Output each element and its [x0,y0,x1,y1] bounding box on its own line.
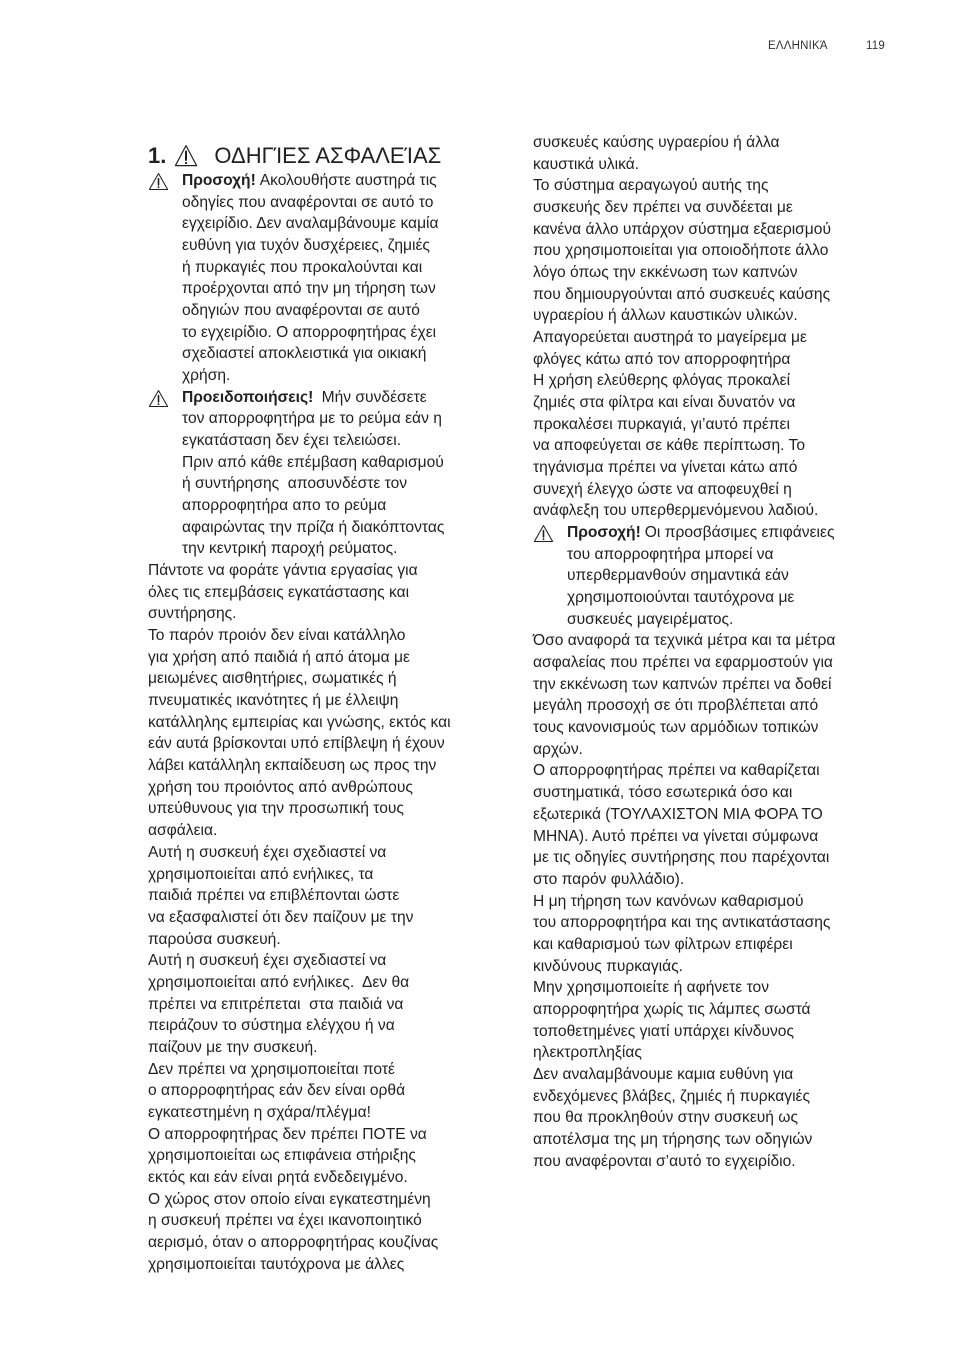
text-line: αρχών. [533,740,583,758]
paragraph [148,1189,528,1276]
warning-icon [148,172,169,191]
warning-icon [174,144,198,168]
text-line: ενδεχόμενες βλάβες, ζημιές ή πυρκαγιές [533,1087,811,1105]
warning-block [148,170,528,387]
text-line: να αποφεύγεται σε κάθε περίπτωση. Το [533,437,806,455]
text-line: κατάλληλης εμπειρίας και γνώσης, εκτός και [148,713,451,731]
text-line: συστηματικά, τόσο εσωτερικά όσο και [533,784,793,802]
text-line: μεγάλη προσοχή σε ότι προβλέπεται από [533,697,819,715]
paragraph [533,760,913,890]
text-line: λόγο όπως την εκκένωση των καπνών [533,264,798,282]
text-line: ή συντήρησης αποσυνδέστε τον [182,475,408,493]
text-line: χρησιμοποιούνται ταυτόχρονα με [567,589,795,607]
text-line: παίζουν με την συσκευή. [148,1038,318,1056]
text-line: Η μη τήρηση των κανόνων καθαρισμού [533,892,804,910]
paragraph [148,1124,528,1189]
text-line: απορροφητήρα απο το ρεύμα [182,497,387,515]
section-number: 1. [148,143,167,168]
paragraph [148,625,528,842]
text-line: Δεν αναλαμβάνουμε καμια ευθύνη για [533,1065,794,1083]
text-line: ο απορροφητήρας εάν δεν είναι ορθά [148,1082,406,1100]
text-line: Δεν πρέπει να χρησιμοποιείται ποτέ [148,1060,395,1078]
paragraph [148,950,528,1058]
text-line: ανάφλεξη του υπερθερμενόμενου λαδιού. [533,502,819,520]
text-line: ασφαλείας που πρέπει να εφαρμοστούν για [533,654,833,672]
text-line: εάν αυτά βρίσκονται υπό επίβλεψη ή έχουν [148,735,445,753]
text-line: στο παρόν φυλλάδιο). [533,870,685,888]
text-line [567,522,913,544]
text-line: Όσο αναφορά τα τεχνικά μέτρα και τα μέτρα [533,632,836,650]
text-line: οδηγίες που αναφέρονται σε αυτό το [182,193,434,211]
text-line: πρέπει να επιτρέπεται στα παιδιά να [148,995,404,1013]
text-line: οδηγιών που αναφέρονται σε αυτό [182,302,420,320]
paragraph [533,1064,913,1172]
text-line: προέρχονται από την μη τήρηση των [182,280,436,298]
text-line: που δημιουργούνται από συσκευές καύσης [533,285,831,303]
text-line: Το σύστημα αεραγωγού αυτής της [533,177,769,195]
text-line: συσκευές καύσης υγραερίου ή άλλα [533,134,780,151]
paragraph [148,1059,528,1124]
paragraph [533,891,913,978]
warning-icon [148,389,169,408]
warning-text: Μήν συνδέσετε [317,388,427,406]
text-line: να εξασφαλιστεί ότι δεν παίζουν με την [148,908,414,926]
text-line: ηλεκτροπληξίας [533,1044,642,1062]
text-line: απορροφητήρα χωρίς τις λάμπες σωστά [533,1000,811,1018]
text-line: συνεχή έλεγχο ώστε να αποφευχθεί η [533,480,792,498]
text-line: για χρήση από παιδιά ή από άτομα με [148,648,410,666]
text-line: ασφάλεια. [148,822,218,840]
text-line: η συσκευή πρέπει να έχει ικανοποιητικό [148,1212,422,1230]
text-line: με τις οδηγίες συντήρησης που παρέχονται [533,849,830,867]
text-line: προκαλέσει πυρκαγιά, γι’αυτό πρέπει [533,415,790,433]
text-line: παρούσα συσκευή. [148,930,281,948]
text-line: καυστικά υλικά. [533,155,640,173]
text-line: που χρησιμοποιείται για οποιοδήποτε άλλο [533,242,829,260]
text-line: χρήση. [182,367,231,385]
text-line: χρησιμοποιείται από ενήλικες, τα [148,865,374,883]
paragraph [533,132,913,175]
text-line: ή πυρκαγιές που προκαλούνται και [182,258,423,276]
right-column [533,132,913,1172]
paragraph [533,327,913,370]
warning-block [533,522,913,630]
text-line: Αυτή η συσκευή έχει σχεδιαστεί να [148,843,387,861]
text-line: Ο χώρος στον οποίο είναι εγκατεστημένη [148,1190,431,1208]
text-line: αερισμό, όταν ο απορροφητήρας κουζίνας [148,1233,439,1251]
text-line: και καθαρισμού των φίλτρων επιφέρει [533,935,793,953]
text-line: τοποθετημένες γιατί υπάρχει κίνδυνος [533,1022,794,1040]
text-line: που αναφέρονται σ’αυτό το εγχειρίδιο. [533,1152,796,1170]
text-line: τον απορροφητήρα με το ρεύμα εάν η [182,410,442,428]
text-line: όλες τις επεμβάσεις εγκατάστασης και [148,583,410,601]
text-line: Πάντοτε να φοράτε γάντια εργασίας για [148,562,418,580]
paragraph [148,842,528,950]
text-line: υπερθερμανθούν σημαντικά εάν [567,567,789,585]
text-line: Απαγορεύεται αυστηρά το μαγείρεμα με [533,329,807,347]
warning-block [148,387,528,560]
paragraph [533,370,913,522]
text-line: εκτός και εάν είναι ρητά ενδεδειγμένο. [148,1168,408,1186]
text-line [182,387,528,409]
text-line: Ο απορροφητήρας δεν πρέπει ΠΟΤΕ να [148,1125,427,1143]
text-line: που θα προκληθούν στην συσκευή ως [533,1109,798,1127]
text-line: εγχειρίδιο. Δεν αναλαμβάνουμε καμία [182,215,439,233]
text-line: Ο απορροφητήρας πρέπει να καθαρίζεται [533,762,820,780]
text-line: Η χρήση ελεύθερης φλόγας προκαλεί [533,372,791,390]
text-line: εγκατεστημένη η σχάρα/πλέγμα! [148,1103,371,1121]
text-line: αφαιρώντας την πρίζα ή διακόπτοντας [182,518,445,536]
text-line: χρησιμοποιείται ως επιφάνεια στήριξης [148,1147,416,1165]
text-line: του απορροφητήρα μπορεί να [567,545,774,563]
warning-label: Προσοχή! [567,524,641,542]
text-line: εγκατάσταση δεν έχει τελειώσει. [182,432,402,450]
warning-icon [533,524,554,543]
text-line: αποτέλσμα της μη τήρησης των οδηγιών [533,1130,813,1148]
section-title: ΟΔΗΓΊΕΣ ΑΣΦΑΛΕΊΑΣ [214,143,442,168]
text-line: εξωτερικά (ΤΟΥΛΑΧΙΣΤΟΝ ΜΙΑ ΦΟΡΑ ΤΟ [533,805,823,823]
text-line: κινδύνους πυρκαγιάς. [533,957,684,975]
page-number: 119 [866,40,885,52]
text-line: Αυτή η συσκευή έχει σχεδιαστεί να [148,952,387,970]
paragraph [148,560,528,625]
paragraph [533,630,913,760]
text-line [182,170,528,192]
text-line: χρησιμοποιείται ταυτόχρονα με άλλες [148,1255,405,1273]
text-line: λάβει κατάλληλη εκπαίδευση ως προς την [148,757,437,775]
text-line: φλόγες κάτω από τον απορροφητήρα [533,350,791,368]
text-line: κανένα άλλο υπάρχον σύστημα εξαερισμού [533,220,831,238]
text-line: του απορροφητήρα και της αντικατάστασης [533,914,831,932]
text-line: Πριν από κάθε επέμβαση καθαρισμού [182,453,444,471]
warning-label: Προειδοποιήσεις! [182,388,314,406]
paragraph [533,175,913,327]
text-line: μειωμένες αισθητήριες, σωματικές ή [148,670,397,688]
header-language: ΕΛΛΗΝΙΚΆ [768,40,828,52]
text-line: Το παρόν προιόν δεν είναι κατάλληλο [148,627,406,645]
text-line: πειράζουν το σύστημα ελέγχου ή να [148,1017,395,1035]
text-line: ΜΗΝΑ). Αυτό πρέπει να γίνεται σύμφωνα [533,827,819,845]
section-heading [148,141,441,171]
text-line: ζημιές στα φίλτρα και είναι δυνατόν να [533,394,796,412]
text-line: τηγάνισμα πρέπει να γίνεται κάτω από [533,459,798,477]
text-line: υγραερίου ή άλλων καυστικών υλικών. [533,307,798,325]
left-column [148,170,528,1275]
text-line: την κεντρική παροχή ρεύματος. [182,540,398,558]
text-line: συσκευής δεν πρέπει να συνδέεται με [533,199,793,217]
warning-text: Οι προσβάσιμες επιφάνειες [644,524,835,542]
text-line: πνευματικές ικανότητες ή με έλλειψη [148,692,399,710]
text-line: Μην χρησιμοποιείτε ή αφήνετε τον [533,979,769,997]
warning-text: Ακολουθήστε αυστηρά τις [259,172,437,189]
text-line: χρησιμοποιείται από ενήλικες. Δεν θα [148,973,410,991]
text-line: την εκκένωση των καπνών πρέπει να δοθεί [533,675,832,693]
text-line: χρήση του προιόντος από ανθρώπους [148,778,413,796]
paragraph [533,977,913,1064]
text-line: παιδιά πρέπει να επιβλέπονται ώστε [148,887,400,905]
text-line: σχεδιαστεί αποκλειστικά για οικιακή [182,345,427,363]
text-line: συσκευές μαγειρέματος. [567,610,734,628]
warning-label: Προσοχή! [182,172,256,189]
text-line: το εγχειρίδιο. Ο απορροφητήρας έχει [182,323,437,341]
text-line: τους κανονισμούς των αρμόδιων τοπικών [533,719,819,737]
text-line: συντήρησης. [148,605,237,623]
text-line: υπεύθυνους για την προσωπική τους [148,800,404,818]
text-line: ευθύνη για τυχόν δυσχέρειες, ζημιές [182,237,430,255]
